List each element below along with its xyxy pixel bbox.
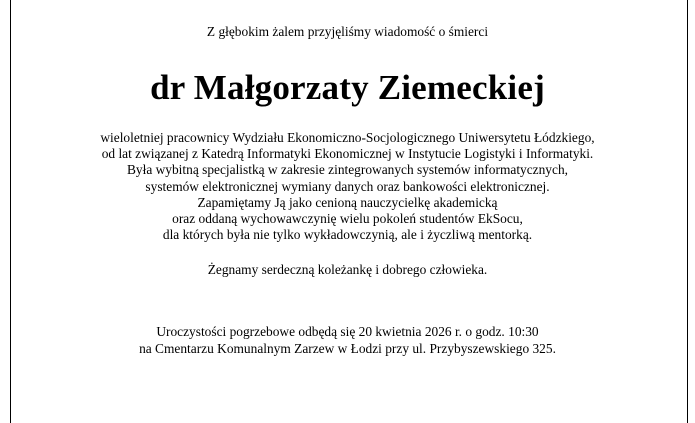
- biography-line: wieloletniej pracownicy Wydziału Ekonomiczno-Socjologicznego Uniwersytetu Łódzkiego,: [100, 130, 595, 145]
- intro-text: Z głębokim żalem przyjęliśmy wiadomość o śmierci: [206, 24, 489, 39]
- funeral-info-line: Uroczystości pogrzebowe odbędą się 20 kwietnia 2026 r. o godz. 10:30: [156, 324, 539, 339]
- funeral-info: [0, 323, 695, 357]
- farewell-text: Żegnamy serdeczną koleżankę i dobrego człowieka.: [207, 262, 488, 277]
- biography-line: Zapamiętamy Ją jako cenioną nauczycielkę akademicką: [197, 194, 498, 210]
- biography-line: dla których była nie tylko wykładowczynią, ale i życzliwą mentorką.: [162, 227, 533, 243]
- biography-line: systemów elektronicznej wymiany danych oraz bankowości elektronicznej.: [145, 178, 550, 194]
- biography-line: oraz oddaną wychowawczynię wielu pokoleń studentów EkSocu,: [172, 211, 523, 227]
- deceased-name: dr Małgorzaty Ziemeckiej: [150, 68, 545, 107]
- biography: [0, 130, 695, 243]
- funeral-info-line: na Cmentarzu Komunalnym Zarzew w Łodzi przy ul. Przybyszewskiego 325.: [139, 341, 556, 356]
- biography-line: Była wybitną specjalistką w zakresie zintegrowanych systemów informatycznych,: [126, 162, 568, 178]
- biography-line: od lat związanej z Katedrą Informatyki Ekonomicznej w Instytucie Logistyki i Informatyki.: [101, 146, 594, 162]
